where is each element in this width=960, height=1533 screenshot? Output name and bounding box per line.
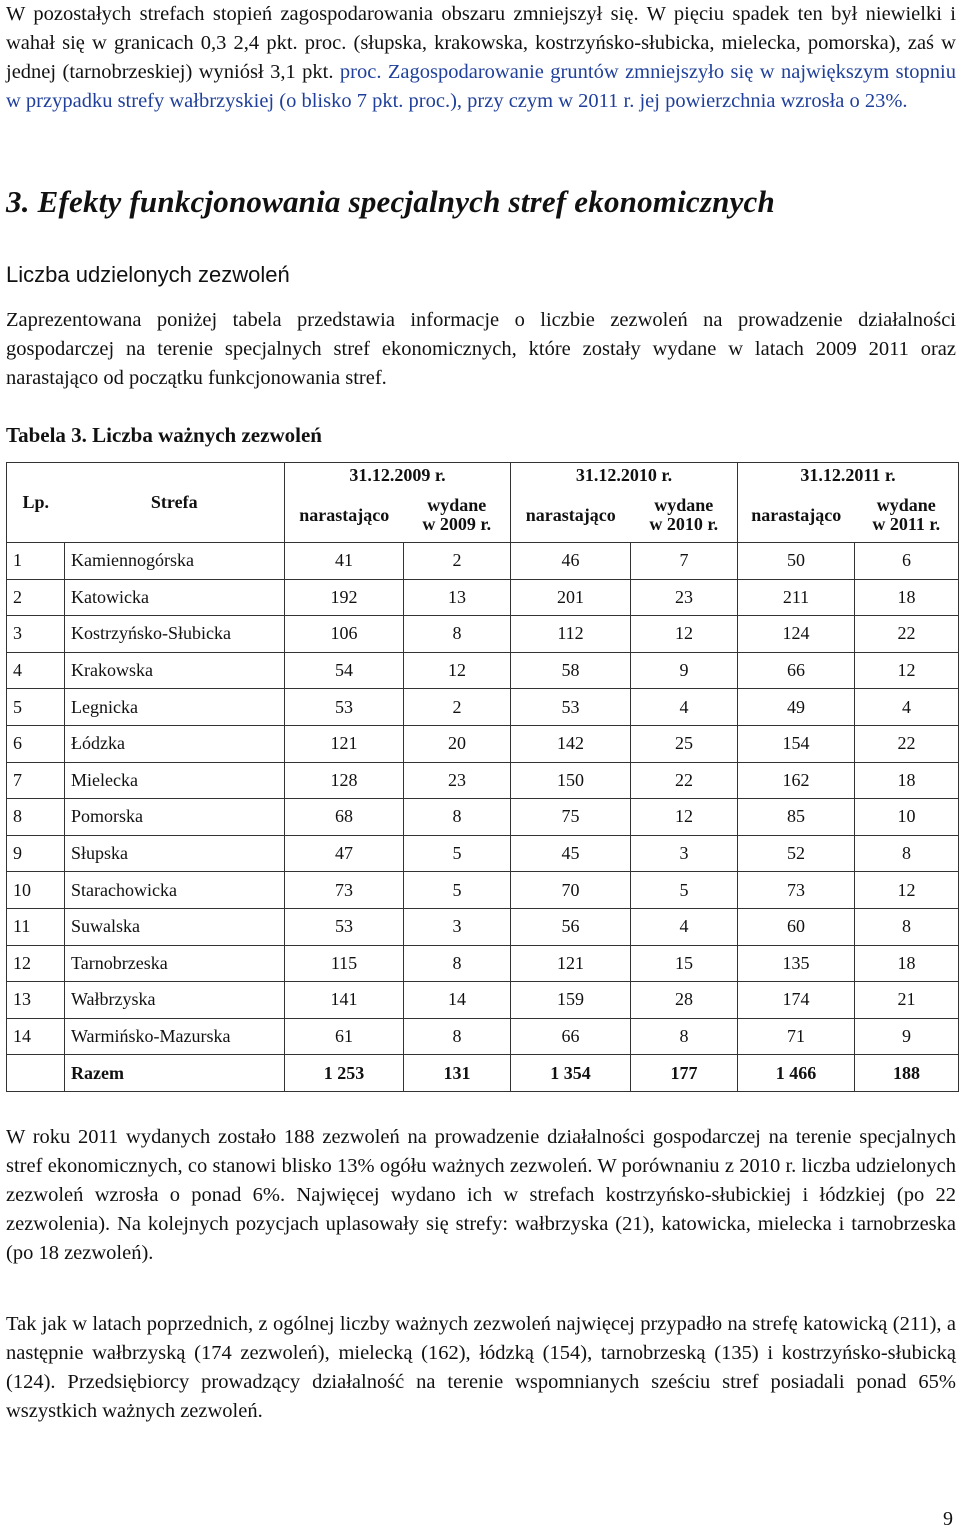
cell-value: 15 [631, 945, 738, 982]
table-row [7, 908, 959, 945]
cell-value: 25 [631, 725, 738, 762]
cell-value: 12 [404, 652, 511, 689]
intro-text-part1: W pozostałych strefach stopień zagospodarowania obszaru zmniejszył się. W pięciu spadek ten był niewielki i wahał się w granicach 0,3 2,4 pkt. proc. (słupska, krakowska, kostrzyńsko-słubicka, mielecka, pomorska), zaś w jednej (tarnobrzeskiej) wyniósł 3,1 pkt. [6, 3, 956, 83]
table-body [7, 543, 959, 1092]
cell-value: 4 [631, 908, 738, 945]
cell-value: 14 [404, 982, 511, 1019]
header-wydane-2009 [404, 489, 511, 543]
cell-lp: 8 [7, 799, 65, 836]
cell-total-value: 188 [855, 1055, 959, 1092]
cell-value: 10 [855, 799, 959, 836]
cell-value: 66 [738, 652, 855, 689]
page-number: 9 [943, 1508, 953, 1530]
cell-lp: 3 [7, 616, 65, 653]
header-narastajaco-2011: narastająco [738, 489, 855, 543]
cell-value: 23 [631, 579, 738, 616]
cell-value: 50 [738, 543, 855, 580]
cell-total-value: 177 [631, 1055, 738, 1092]
cell-zone-name: Mielecka [65, 762, 285, 799]
cell-lp: 6 [7, 725, 65, 762]
cell-value: 5 [404, 872, 511, 909]
cell-total-label: Razem [65, 1055, 285, 1092]
cell-zone-name: Warmińsko-Mazurska [65, 1018, 285, 1055]
cell-zone-name: Suwalska [65, 908, 285, 945]
cell-value: 142 [511, 725, 631, 762]
cell-total-value: 1 354 [511, 1055, 631, 1092]
section-heading: 3. Efekty funkcjonowania specjalnych stref ekonomicznych [6, 184, 775, 219]
cell-value: 3 [631, 835, 738, 872]
cell-value: 192 [285, 579, 404, 616]
cell-zone-name: Krakowska [65, 652, 285, 689]
cell-value: 12 [631, 616, 738, 653]
cell-value: 56 [511, 908, 631, 945]
cell-lp: 4 [7, 652, 65, 689]
header-wydane-2011 [855, 489, 959, 543]
table-row [7, 799, 959, 836]
cell-value: 201 [511, 579, 631, 616]
table-row [7, 543, 959, 580]
cell-value: 28 [631, 982, 738, 1019]
cell-value: 8 [855, 835, 959, 872]
cell-zone-name: Słupska [65, 835, 285, 872]
permits-table [6, 462, 959, 1092]
cell-value: 4 [631, 689, 738, 726]
intro-text-part2: proc. Zagospodarowanie gruntów zmniejszyło się w największym stopniu w przypadku strefy wałbrzyskiej (o blisko 7 pkt. proc.), przy czym w 2011 r. jej powierzchnia wzrosła o 23%. [6, 61, 956, 112]
header-date-2011: 31.12.2011 r. [738, 463, 959, 489]
cell-value: 121 [285, 725, 404, 762]
cell-value: 49 [738, 689, 855, 726]
table-row [7, 835, 959, 872]
table-row [7, 616, 959, 653]
cell-value: 58 [511, 652, 631, 689]
cell-total-value: 1 466 [738, 1055, 855, 1092]
cell-value: 20 [404, 725, 511, 762]
cell-value: 22 [855, 725, 959, 762]
header-date-2010: 31.12.2010 r. [511, 463, 738, 489]
cell-value: 124 [738, 616, 855, 653]
cell-value: 70 [511, 872, 631, 909]
cell-value: 71 [738, 1018, 855, 1055]
cell-zone-name: Wałbrzyska [65, 982, 285, 1019]
cell-value: 75 [511, 799, 631, 836]
cell-value: 8 [404, 945, 511, 982]
cell-value: 128 [285, 762, 404, 799]
cell-value: 8 [404, 1018, 511, 1055]
summary-paragraph-2: Tak jak w latach poprzednich, z ogólnej liczby ważnych zezwoleń najwięcej przypadło na strefę katowicką (211), a następnie wałbrzyską (174 zezwoleń), mielecką (162), łódzką (154), tarnobrzeską (135) i kostrzyńsko-słubicką (124). Przedsiębiorcy prowadzący działalność na terenie wspomnianych sześciu stref posiadali ponad 65% wszystkich ważnych zezwoleń. [6, 1313, 956, 1422]
cell-value: 54 [285, 652, 404, 689]
cell-value: 61 [285, 1018, 404, 1055]
cell-value: 23 [404, 762, 511, 799]
cell-lp: 2 [7, 579, 65, 616]
cell-value: 150 [511, 762, 631, 799]
cell-lp-empty [7, 1055, 65, 1092]
cell-value: 159 [511, 982, 631, 1019]
section-paragraph: Zaprezentowana poniżej tabela przedstawia informacje o liczbie zezwoleń na prowadzenie działalności gospodarczej na terenie specjalnych stref ekonomicznych, które zostały wydane w latach 2009 2011 oraz narastająco od początku funkcjonowania stref. [6, 309, 956, 389]
cell-value: 41 [285, 543, 404, 580]
cell-value: 141 [285, 982, 404, 1019]
cell-value: 211 [738, 579, 855, 616]
cell-zone-name: Tarnobrzeska [65, 945, 285, 982]
cell-value: 112 [511, 616, 631, 653]
cell-value: 162 [738, 762, 855, 799]
cell-value: 8 [855, 908, 959, 945]
table-row [7, 689, 959, 726]
cell-value: 154 [738, 725, 855, 762]
cell-value: 174 [738, 982, 855, 1019]
table-row [7, 945, 959, 982]
table-row [7, 579, 959, 616]
cell-zone-name: Kostrzyńsko-Słubicka [65, 616, 285, 653]
cell-value: 2 [404, 543, 511, 580]
cell-lp: 14 [7, 1018, 65, 1055]
header-wydane-year: w 2011 r. [872, 514, 941, 535]
cell-lp: 13 [7, 982, 65, 1019]
cell-value: 4 [855, 689, 959, 726]
cell-value: 68 [285, 799, 404, 836]
cell-value: 47 [285, 835, 404, 872]
table-row [7, 1018, 959, 1055]
cell-value: 12 [631, 799, 738, 836]
section-subheading: Liczba udzielonych zezwoleń [6, 262, 290, 287]
header-strefa: Strefa [65, 463, 285, 543]
cell-value: 21 [855, 982, 959, 1019]
table-row [7, 652, 959, 689]
header-lp: Lp. [7, 463, 65, 543]
cell-total-value: 131 [404, 1055, 511, 1092]
cell-lp: 10 [7, 872, 65, 909]
cell-value: 73 [738, 872, 855, 909]
cell-value: 85 [738, 799, 855, 836]
cell-value: 13 [404, 579, 511, 616]
cell-value: 9 [855, 1018, 959, 1055]
cell-lp: 11 [7, 908, 65, 945]
cell-value: 115 [285, 945, 404, 982]
cell-value: 18 [855, 945, 959, 982]
table-caption: Tabela 3. Liczba ważnych zezwoleń [6, 423, 322, 447]
cell-zone-name: Pomorska [65, 799, 285, 836]
table-row [7, 872, 959, 909]
cell-value: 8 [404, 616, 511, 653]
cell-lp: 12 [7, 945, 65, 982]
cell-value: 12 [855, 872, 959, 909]
header-date-2009: 31.12.2009 r. [285, 463, 511, 489]
header-wydane-year: w 2010 r. [649, 514, 719, 535]
cell-value: 7 [631, 543, 738, 580]
intro-paragraph [6, 0, 956, 116]
cell-value: 8 [404, 799, 511, 836]
cell-lp: 7 [7, 762, 65, 799]
cell-zone-name: Starachowicka [65, 872, 285, 909]
cell-value: 2 [404, 689, 511, 726]
cell-value: 22 [855, 616, 959, 653]
cell-value: 53 [285, 689, 404, 726]
cell-lp: 5 [7, 689, 65, 726]
cell-value: 60 [738, 908, 855, 945]
cell-value: 5 [404, 835, 511, 872]
cell-value: 8 [631, 1018, 738, 1055]
cell-value: 121 [511, 945, 631, 982]
header-wydane-label: wydane [654, 495, 714, 516]
summary-paragraph-1: W roku 2011 wydanych zostało 188 zezwoleń na prowadzenie działalności gospodarczej na terenie specjalnych stref ekonomicznych, co stanowi blisko 13% ogółu ważnych zezwoleń. W porównaniu z 2010 r. liczba udzielonych zezwoleń wzrosła o ponad 6%. Najwięcej wydano ich w strefach kostrzyńsko-słubickiej i łódzkiej (po 22 zezwolenia). Na kolejnych pozycjach uplasowały się strefy: wałbrzyska (21), katowicka, mielecka i tarnobrzeska (po 18 zezwoleń). [6, 1126, 956, 1264]
cell-value: 18 [855, 762, 959, 799]
cell-zone-name: Kamiennogórska [65, 543, 285, 580]
cell-value: 22 [631, 762, 738, 799]
cell-value: 18 [855, 579, 959, 616]
table-total-row [7, 1055, 959, 1092]
cell-value: 45 [511, 835, 631, 872]
cell-value: 135 [738, 945, 855, 982]
header-wydane-2010 [631, 489, 738, 543]
cell-lp: 1 [7, 543, 65, 580]
cell-value: 106 [285, 616, 404, 653]
cell-value: 12 [855, 652, 959, 689]
cell-value: 52 [738, 835, 855, 872]
cell-value: 3 [404, 908, 511, 945]
header-wydane-label: wydane [876, 495, 936, 516]
cell-value: 9 [631, 652, 738, 689]
cell-value: 6 [855, 543, 959, 580]
cell-zone-name: Katowicka [65, 579, 285, 616]
table-row [7, 725, 959, 762]
cell-value: 66 [511, 1018, 631, 1055]
cell-lp: 9 [7, 835, 65, 872]
header-narastajaco-2009: narastająco [285, 489, 404, 543]
cell-value: 73 [285, 872, 404, 909]
table-row [7, 762, 959, 799]
header-wydane-year: w 2009 r. [422, 514, 492, 535]
cell-zone-name: Łódzka [65, 725, 285, 762]
table-row [7, 982, 959, 1019]
cell-value: 46 [511, 543, 631, 580]
header-narastajaco-2010: narastająco [511, 489, 631, 543]
cell-total-value: 1 253 [285, 1055, 404, 1092]
cell-zone-name: Legnicka [65, 689, 285, 726]
cell-value: 53 [285, 908, 404, 945]
cell-value: 53 [511, 689, 631, 726]
header-wydane-label: wydane [427, 495, 487, 516]
cell-value: 5 [631, 872, 738, 909]
